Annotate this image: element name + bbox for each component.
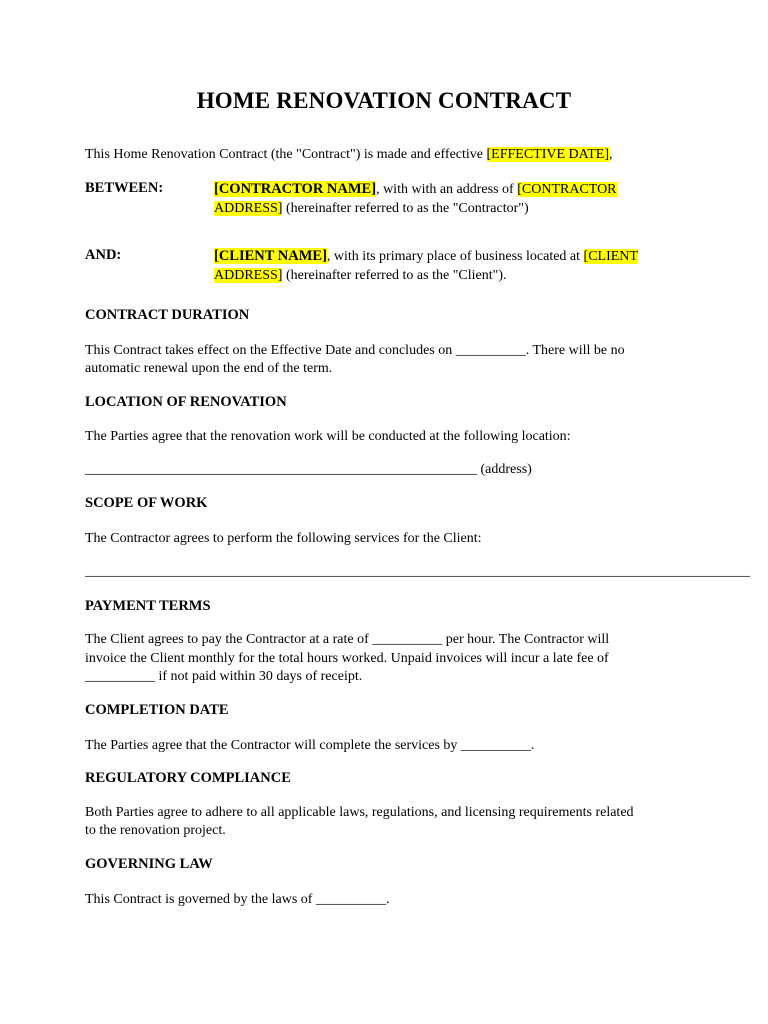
intro-paragraph [85,146,613,164]
contractor-name-placeholder: [CONTRACTOR NAME] [214,181,377,197]
intro-end: , [609,147,613,162]
client-party-text [214,247,684,285]
address-blank-line: ________________________________________________________ (address) [85,462,532,477]
duration-paragraph-line-1: This Contract takes effect on the Effective Date and concludes on __________. There will be no [85,343,625,358]
compliance-paragraph-line-2: to the renovation project. [85,823,226,838]
contractor-address-placeholder-1: [CONTRACTOR [517,182,617,197]
heading-contract-duration: CONTRACT DURATION [85,307,250,323]
heading-location: LOCATION OF RENOVATION [85,394,287,410]
location-paragraph: The Parties agree that the renovation work will be conducted at the following location: [85,429,571,444]
client-text-2: (hereinafter referred to as the "Client"). [282,268,507,283]
governing-law-paragraph: This Contract is governed by the laws of __________. [85,892,390,907]
contractor-text-1: , with with an address of [376,182,518,197]
completion-paragraph: The Parties agree that the Contractor will complete the services by __________. [85,738,535,753]
scope-paragraph: The Contractor agrees to perform the following services for the Client: [85,531,482,546]
heading-completion-date: COMPLETION DATE [85,702,229,718]
payment-paragraph-line-3: __________ if not paid within 30 days of receipt. [85,669,363,684]
heading-scope-of-work: SCOPE OF WORK [85,495,208,511]
client-address-placeholder-2: ADDRESS] [214,268,283,283]
document-title: HOME RENOVATION CONTRACT [196,88,572,113]
client-name-placeholder: [CLIENT NAME] [214,248,327,264]
heading-payment-terms: PAYMENT TERMS [85,598,211,614]
contractor-address-placeholder-2: ADDRESS] [214,201,283,216]
compliance-paragraph-line-1: Both Parties agree to adhere to all applicable laws, regulations, and licensing requirements related [85,805,634,820]
payment-paragraph-line-1: The Client agrees to pay the Contractor at a rate of __________ per hour. The Contractor will [85,632,610,647]
effective-date-placeholder: [EFFECTIVE DATE] [486,147,609,162]
between-label: BETWEEN: [85,180,164,196]
contractor-text-2: (hereinafter referred to as the "Contractor") [282,201,529,216]
client-text-1: , with its primary place of business located at [326,249,584,264]
heading-governing-law: GOVERNING LAW [85,856,213,872]
intro-text: This Home Renovation Contract (the "Contract") is made and effective [85,147,487,162]
payment-paragraph-line-2: invoice the Client monthly for the total hours worked. Unpaid invoices will incur a late fee of [85,651,609,666]
and-label: AND: [85,247,122,263]
scope-blank-line: _______________________________________________________________________________________________ [85,564,750,579]
client-address-placeholder-1: [CLIENT [583,249,638,264]
contractor-party-text [214,180,684,218]
heading-regulatory-compliance: REGULATORY COMPLIANCE [85,770,291,786]
duration-paragraph-line-2: automatic renewal upon the end of the term. [85,361,333,376]
